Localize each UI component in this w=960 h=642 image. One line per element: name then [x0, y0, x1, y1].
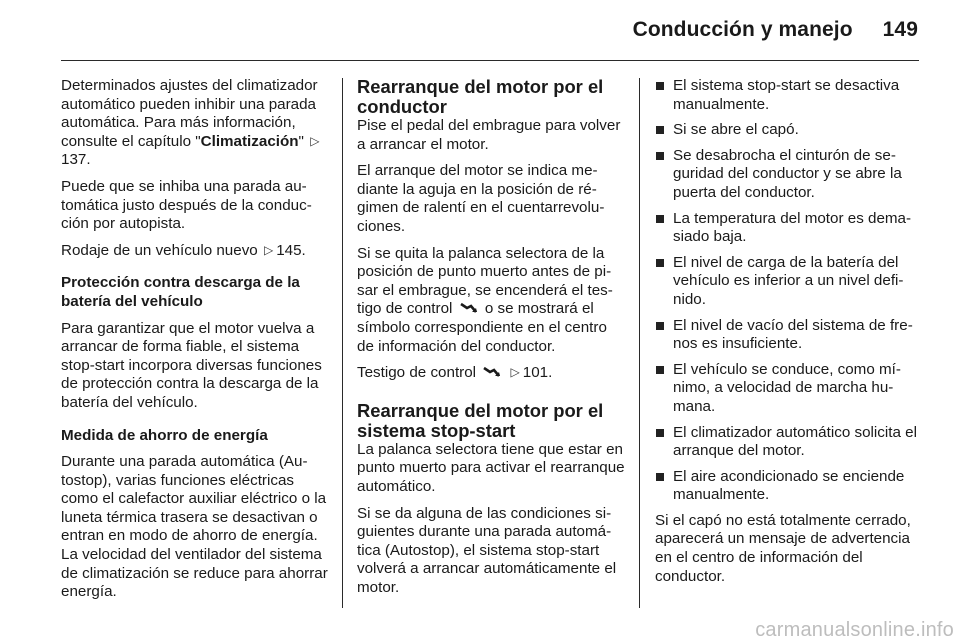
paragraph-running-in: Rodaje de un vehículo nuevo ▷ 145. — [61, 241, 306, 259]
page-ref-icon: ▷ — [263, 242, 274, 257]
heading-driver-restart: Rearranque del motor por el conductor — [357, 76, 604, 117]
list-item: Se desabrocha el cinturón de seguridad del conductor y se abre la puerta del conductor. — [655, 147, 925, 203]
paragraph-hood-warning: Si el capó no está totalmente cerrado, aparecerá un mensaje de advertencia en el centro de información del conductor. — [655, 511, 911, 585]
list-item: Si se abre el capó. — [655, 121, 925, 140]
column-divider-2 — [639, 78, 640, 608]
column-left — [61, 77, 329, 610]
bullet-icon — [656, 126, 664, 134]
paragraph-highway: Puede que se inhiba una parada automática justo después de la conducción por autopista. — [61, 177, 312, 233]
page-ref-icon: ▷ — [510, 365, 520, 380]
header-rule — [61, 60, 919, 61]
list-item: El climatizador automático solicita el arranque del motor. — [655, 424, 925, 461]
list-item: La temperatura del motor es demasiado baja. — [655, 210, 925, 247]
control-light-icon — [460, 301, 478, 315]
subheading-battery: Protección contra descarga de la batería del vehículo — [61, 274, 300, 310]
page-ref-icon: ▷ — [310, 133, 320, 148]
page-ref-137[interactable]: 137. — [61, 151, 91, 169]
paragraph-selector-lever: Si se quita la palanca selectora de la posición de punto muerto antes de pisar el embrague, se encenderá el testigo de control o se mostrará el símbolo correspondiente en el centro de información del conductor. — [357, 244, 613, 355]
control-light-icon — [483, 365, 501, 379]
bullet-icon — [656, 473, 664, 481]
bullet-icon — [656, 429, 664, 437]
chapter-title: Conducción y manejo — [632, 18, 853, 41]
page-ref-101[interactable]: 101. — [522, 364, 553, 382]
page-number: 149 — [882, 18, 918, 41]
page-header — [633, 18, 918, 42]
list-item: El aire acondicionado se enciende manualmente. — [655, 468, 925, 505]
list-item: El sistema stop-start se desactiva manualmente. — [655, 77, 925, 114]
heading-system-restart: Rearranque del motor por el sistema stop-start — [357, 399, 604, 441]
list-item: El nivel de vacío del sistema de frenos es insuficiente. — [655, 317, 925, 354]
paragraph-neutral: La palanca selectora tiene que estar en punto muerto para activar el rearranque automático. — [357, 440, 625, 495]
list-item: El nivel de carga de la batería del vehículo es inferior a un nivel definido. — [655, 254, 925, 310]
paragraph-control-light: Testigo de control ▷ 101. — [357, 364, 553, 382]
list-item: El vehículo se conduce, como mínimo, a velocidad de marcha humana. — [655, 361, 925, 417]
column-divider-1 — [342, 78, 343, 608]
subheading-energy: Medida de ahorro de energía — [61, 426, 268, 444]
bullet-icon — [656, 152, 664, 160]
conditions-list — [655, 77, 925, 505]
bullet-icon — [656, 259, 664, 267]
bullet-icon — [656, 82, 664, 90]
bullet-icon — [656, 366, 664, 374]
paragraph-climate: Determinados ajustes del climatizador automático pueden inhibir una parada automática. Para más información, consulte el capítulo "Climatización" ▷137. — [61, 77, 320, 169]
paragraph-tachometer: El arranque del motor se indica mediante la aguja en la posición de régimen de ralentí en el cuentarrevoluciones. — [357, 162, 605, 235]
paragraph-energy: Durante una parada automática (Autostop), varias funciones eléctricas como el calefactor auxiliar eléctrico o la luneta térmica trasera se desactivan o entran en modo de ahorro de energía. La velocidad del ventilador del sistema de climatización se reduce para ahorrar energía. — [61, 453, 328, 601]
paragraph-clutch: Pise el pedal del embrague para volver a arrancar el motor. — [357, 117, 621, 153]
page-ref-145[interactable]: 145. — [276, 241, 306, 259]
bullet-icon — [656, 215, 664, 223]
bullet-icon — [656, 322, 664, 330]
column-middle — [357, 77, 625, 605]
link-climatizacion[interactable]: Climatización — [200, 132, 299, 150]
watermark: carmanualsonline.info — [755, 619, 954, 641]
paragraph-conditions: Si se da alguna de las condiciones siguientes durante una parada automática (Autostop), el sistema stop-start volverá a arrancar automáticamente el motor. — [357, 504, 617, 596]
paragraph-battery: Para garantizar que el motor vuelva a arrancar de forma fiable, el sistema stop-start incorpora diversas funciones de protección contra la descarga de la batería del vehículo. — [61, 319, 322, 411]
column-right — [655, 77, 925, 594]
